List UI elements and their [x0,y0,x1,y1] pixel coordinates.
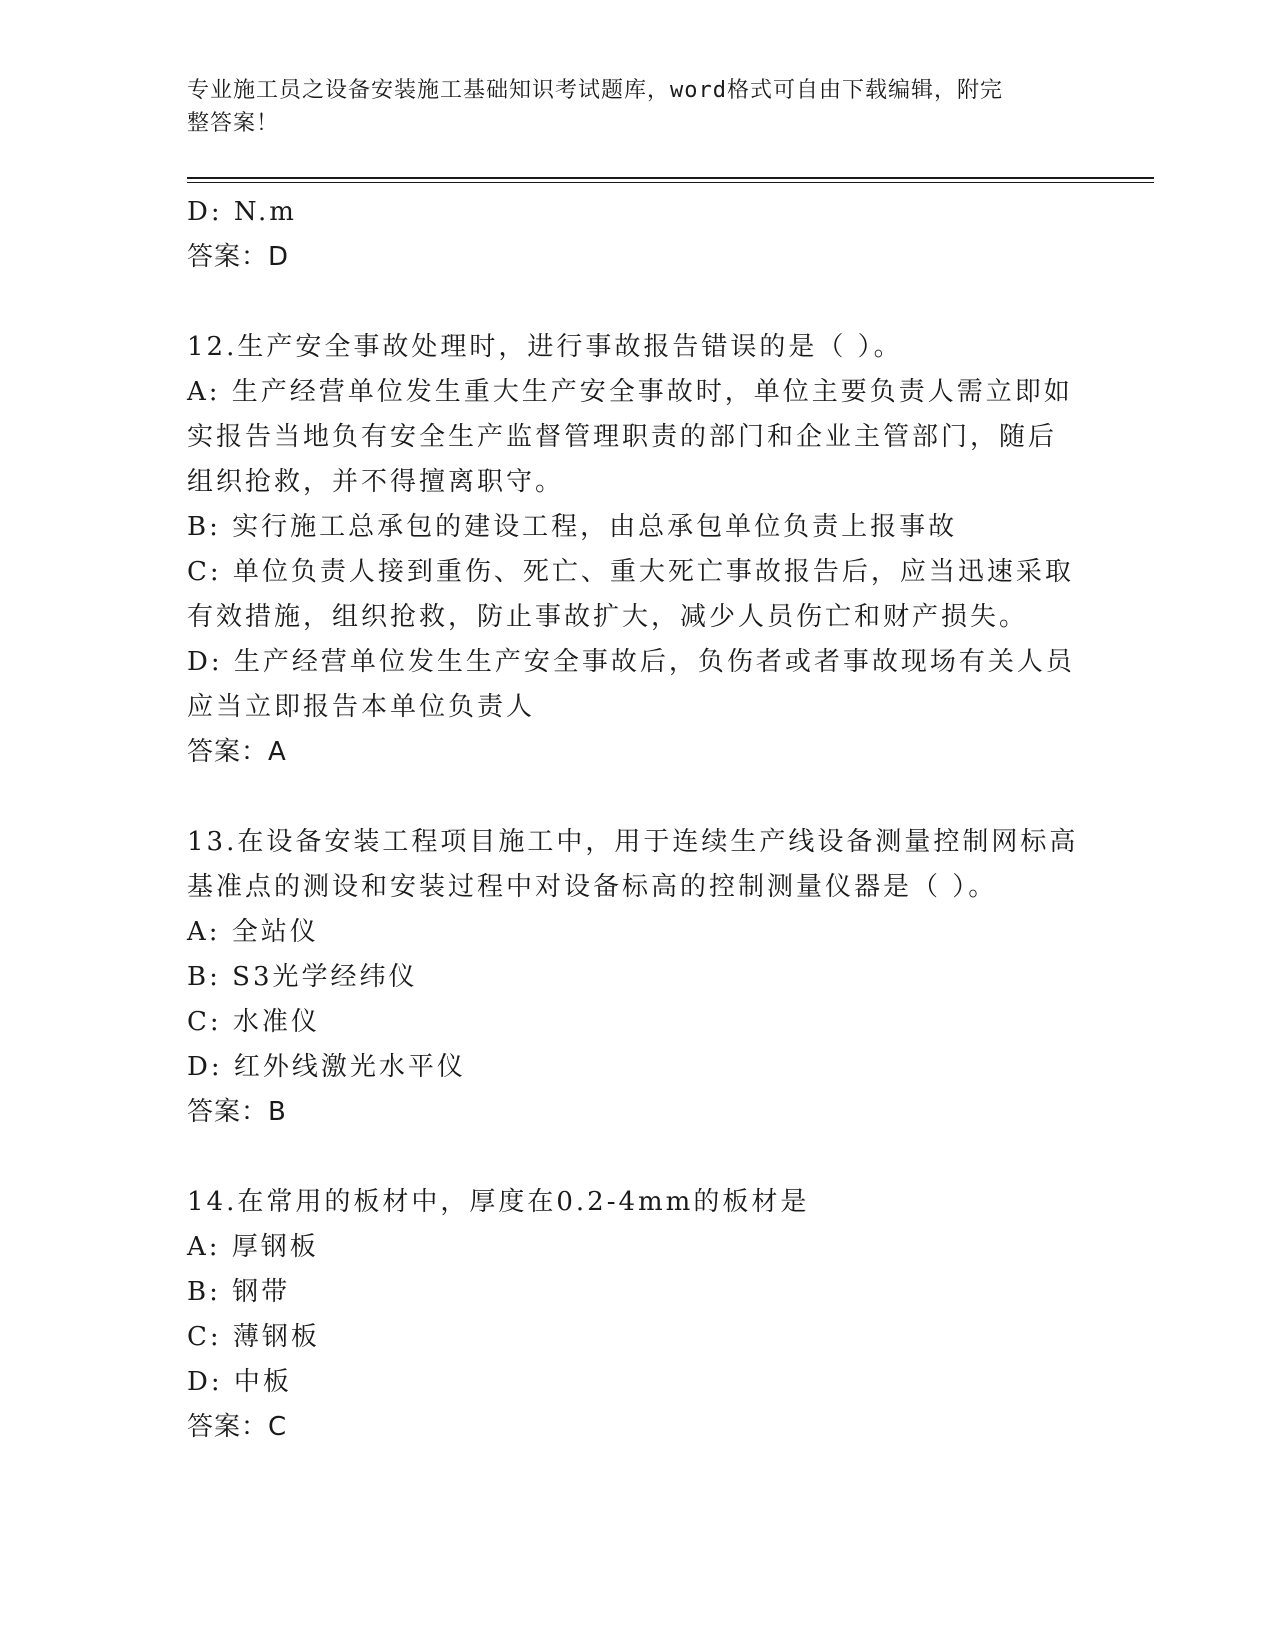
answer-line: 答案：A [187,737,287,767]
option-a: A: 全站仪 [187,917,319,947]
question-stem-line-2: 基准点的测设和安装过程中对设备标高的控制测量仪器是（ ）。 [187,872,998,902]
option-c: C: 薄钢板 [187,1322,320,1352]
spacer [187,280,1087,325]
question-14 [187,1180,1087,1450]
question-12 [187,325,1087,775]
option-d: D: 中板 [187,1367,292,1397]
spacer [187,1135,1087,1180]
option-b: B: 钢带 [187,1277,291,1307]
answer-line: 答案：B [187,1097,287,1127]
option-a-line-3: 组织抢救，并不得擅离职守。 [187,467,565,497]
header-divider-thick [187,177,1154,179]
option-d: D: N.m [187,197,297,227]
option-b: B: S3光学经纬仪 [187,962,418,992]
header-divider-thin [187,182,1154,183]
question-11-tail [187,190,1087,280]
option-c-line-2: 有效措施，组织抢救，防止事故扩大，减少人员伤亡和财产损失。 [187,602,1029,632]
question-list [187,190,1087,1450]
option-a: A: 厚钢板 [187,1232,319,1262]
option-a-line-2: 实报告当地负有安全生产监督管理职责的部门和企业主管部门，随后 [187,422,1058,452]
option-c-line-1: C: 单位负责人接到重伤、死亡、重大死亡事故报告后，应当迅速采取 [187,557,1074,587]
answer-line: 答案：C [187,1412,288,1442]
question-stem: 14.在常用的板材中，厚度在0.2-4mm的板材是 [187,1187,810,1217]
option-d-line-1: D: 生产经营单位发生生产安全事故后，负伤者或者事故现场有关人员 [187,647,1075,677]
document-header [187,74,1067,140]
header-line-1: 专业施工员之设备安装施工基础知识考试题库，word格式可自由下载编辑，附完 [187,78,1003,103]
option-c: C: 水准仪 [187,1007,320,1037]
option-b: B: 实行施工总承包的建设工程，由总承包单位负责上报事故 [187,512,958,542]
spacer [187,775,1087,820]
question-13 [187,820,1087,1135]
header-line-2: 整答案！ [187,111,280,136]
option-a-line-1: A: 生产经营单位发生重大生产安全事故时，单位主要负责人需立即如 [187,377,1073,407]
question-stem: 12.生产安全事故处理时，进行事故报告错误的是（ ）。 [187,332,903,362]
answer-line: 答案：D [187,242,290,272]
option-d-line-2: 应当立即报告本单位负责人 [187,692,536,722]
question-stem-line-1: 13.在设备安装工程项目施工中，用于连续生产线设备测量控制网标高 [187,827,1079,857]
option-d: D: 红外线激光水平仪 [187,1052,466,1082]
